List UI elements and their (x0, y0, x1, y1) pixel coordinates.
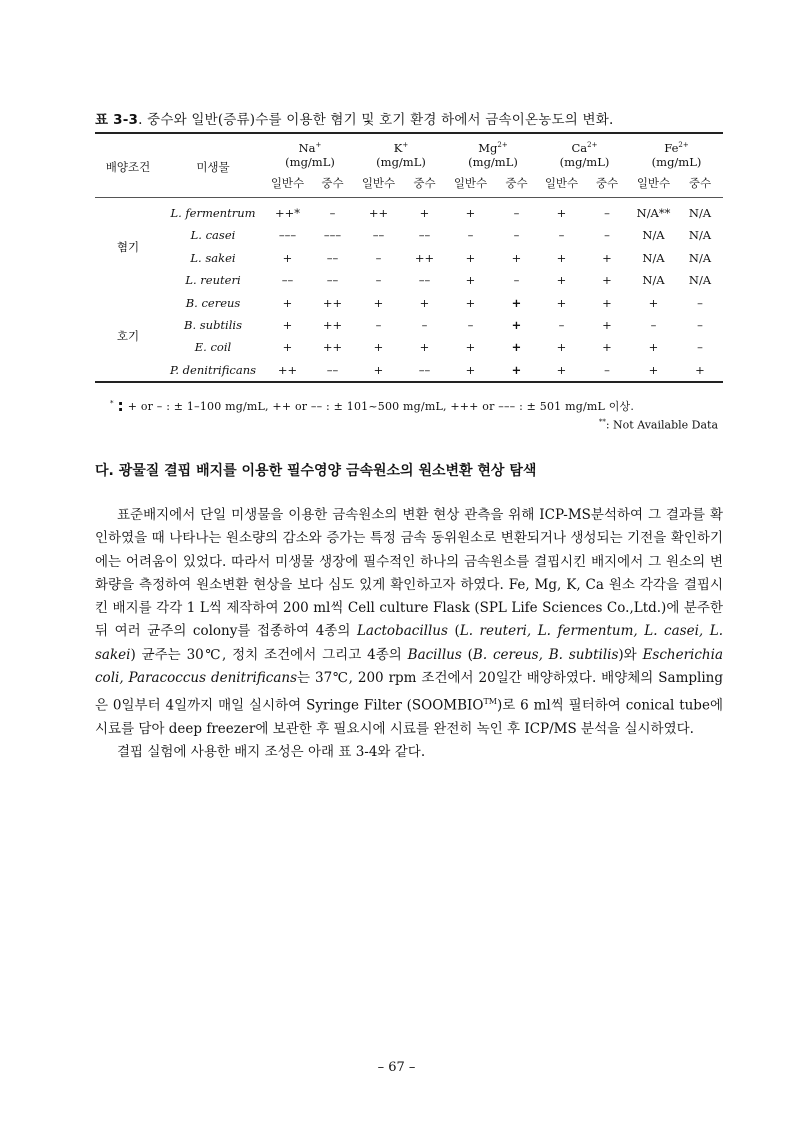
value-cell: + (511, 250, 522, 265)
value-cell: ++ (322, 340, 343, 355)
value-cell: + (602, 250, 612, 265)
value-cell: – (513, 228, 520, 243)
header-metal: Na+ (mg/mL) (285, 140, 335, 169)
subheader-normal-water: 일반수 (636, 175, 671, 190)
value-cell: + (602, 340, 612, 355)
table-row (95, 336, 723, 358)
value-cell: –– (326, 362, 339, 377)
value-cell: + (419, 340, 430, 355)
header-metal: $Mg^{2+}$ (mg/mL) (468, 140, 518, 169)
value-cell: + (465, 273, 476, 288)
value-cell: N/A (642, 228, 665, 243)
subheader-heavy-water: 중수 (321, 175, 344, 190)
value-cell: ++ (322, 295, 343, 310)
value-cell: N/A (642, 250, 665, 265)
value-cell: + (556, 295, 567, 310)
organism-cell: B. cereus (185, 295, 241, 310)
table-label: 표 3-3 (95, 112, 139, 128)
value-cell: – (375, 317, 382, 332)
value-cell: – (467, 317, 474, 332)
table-row (95, 359, 723, 382)
culture-condition-cell: 혐기 (116, 239, 140, 254)
table-caption (95, 108, 613, 128)
header-metal: $Fe^{2+}$ (mg/mL) (651, 140, 702, 169)
value-cell: + (419, 295, 430, 310)
subheader-normal-water: 일반수 (361, 175, 396, 190)
value-cell: – (421, 317, 428, 332)
value-cell: – (513, 273, 520, 288)
value-cell: + (373, 340, 384, 355)
subheader-normal-water: 일반수 (270, 175, 305, 190)
value-cell: + (602, 295, 612, 310)
value-cell: – (650, 317, 657, 332)
section-heading: 다. 광물질 결핍 배지를 이용한 필수영양 금속원소의 원소변환 현상 탐색 (95, 463, 537, 479)
value-cell: N/A (688, 273, 712, 288)
value-cell: + (465, 250, 476, 265)
value-cell: + (695, 362, 705, 377)
organism-cell: L. casei (190, 228, 236, 243)
value-cell: – (375, 273, 382, 288)
value-cell: + (511, 340, 522, 355)
subheader-heavy-water: 중수 (505, 175, 528, 190)
table-row (95, 291, 723, 313)
value-cell: + (282, 295, 293, 310)
value-cell: –– (418, 362, 431, 377)
subheader-heavy-water: 중수 (595, 175, 619, 190)
value-cell: – (558, 228, 565, 243)
subheader-normal-water: 일반수 (453, 175, 488, 190)
footnote-not-available: **: Not Available Data (598, 418, 718, 432)
header-metal: K+ (mg/mL) (376, 140, 426, 169)
value-cell: –– (418, 273, 431, 288)
value-cell: ––– (278, 228, 297, 243)
value-cell: – (697, 340, 703, 355)
value-cell: ++ (322, 317, 343, 332)
value-cell: + (511, 362, 522, 377)
organism-cell: B. subtilis (184, 317, 242, 332)
value-cell: + (556, 340, 567, 355)
value-cell: + (465, 340, 476, 355)
table-row (95, 247, 723, 269)
value-cell: + (511, 295, 522, 310)
value-cell: + (282, 317, 293, 332)
subheader-heavy-water: 중수 (413, 175, 436, 190)
value-cell: – (604, 362, 610, 377)
value-cell: + (282, 250, 293, 265)
value-cell: + (648, 362, 659, 377)
header-metal: $Ca^{2+}$ (mg/mL) (559, 140, 610, 169)
header-culture-condition: 배양조건 (105, 160, 151, 175)
value-cell: – (513, 206, 520, 221)
value-cell: – (604, 206, 610, 221)
value-cell: – (329, 206, 336, 221)
organism-cell: L. fermentrum (170, 206, 256, 221)
table-row (95, 224, 723, 246)
value-cell: N/A (688, 206, 712, 221)
value-cell: + (373, 362, 384, 377)
value-cell: –– (372, 228, 385, 243)
metal-ion-table (95, 132, 723, 383)
subheader-normal-water: 일반수 (544, 175, 579, 190)
header-organism: 미생물 (196, 160, 230, 175)
value-cell: + (373, 295, 384, 310)
value-cell: –– (281, 273, 294, 288)
value-cell: –– (326, 250, 339, 265)
value-cell: N/A (688, 250, 712, 265)
value-cell: ++ (414, 250, 435, 265)
value-cell: –– (326, 273, 339, 288)
paragraph: 표준배지에서 단일 미생물을 이용한 금속원소의 변환 현상 관측을 위해 ICP-MS분석하여 그 결과를 확인하였을 때 나타나는 원소량의 감소와 증가는 특정 금속 동위원소로 변환되거나 생성되는 기전을 확인하기에는 어려움이 있었다. 따라서 미생물 생장에 필수적인 하나의 금속원소를 결핍시킨 배지에서 그 원소의 변화량을 측정하여 원소변환 현상을 보다 심도 있게 확인하고자 하였다. Fe, Mg, K, Ca 원소 각각을 결핍시킨 배지를 각각 1 L씩 제작하여 200 ml씩 Cell culture Flask (SPL Life Sciences Co.,Ltd.)에 분주한 뒤 여러 균주의 colony를 접종하여 4종의 Lactobacillus (L. reuteri, L. fermentum, L. casei, L. sakei) 균주는 30℃, 정치 조건에서 그리고 4종의 Bacillus (B. cereus, B. subtilis)와 Escherichia coli, Paracoccus denitrificans는 37℃, 200 rpm 조건에서 20일간 배양하였다. 배양체의 Sampling은 0일부터 4일까지 매일 실시하여 Syringe Filter (SOOMBIO™)로 6 ml씩 필터하여 conical tube에 시료를 담아 deep freezer에 보관한 후 필요시에 시료를 완전히 녹인 후 ICP/MS 분석을 실시하였다. (95, 507, 723, 738)
value-cell: ––– (323, 228, 342, 243)
table-row (95, 314, 723, 336)
page-number: – 67 – (377, 1060, 416, 1075)
value-cell: ++* (274, 206, 301, 221)
value-cell: + (465, 206, 476, 221)
value-cell: ++ (368, 206, 389, 221)
organism-cell: E. coil (194, 340, 232, 355)
footnote-legend: * : + or – : ± 1–100 mg/mL, ++ or –– : ± 101~500 mg/mL, +++ or ––– : ± 501 mg/mL 이상. (110, 396, 635, 415)
caption-text: . 중수와 일반(증류)수를 이용한 혐기 및 호기 환경 하에서 금속이온농도의 변화. (138, 112, 614, 128)
body-text (95, 504, 723, 765)
table-row (95, 269, 723, 291)
value-cell: + (511, 317, 522, 332)
value-cell: N/A** (636, 206, 671, 221)
value-cell: + (556, 273, 567, 288)
value-cell: + (648, 340, 659, 355)
value-cell: + (419, 206, 430, 221)
value-cell: + (648, 295, 659, 310)
value-cell: ++ (277, 362, 298, 377)
organism-cell: L. reuteri (185, 273, 241, 288)
value-cell: + (556, 362, 567, 377)
value-cell: + (602, 273, 612, 288)
culture-condition-cell: 호기 (116, 329, 140, 344)
value-cell: N/A (642, 273, 665, 288)
value-cell: – (467, 228, 474, 243)
organism-cell: L. sakei (190, 250, 236, 265)
value-cell: + (602, 317, 612, 332)
paragraph: 결핍 실험에 사용한 배지 조성은 아래 표 3-4와 같다. (117, 744, 426, 761)
value-cell: N/A (688, 228, 712, 243)
value-cell: + (556, 206, 567, 221)
organism-cell: P. denitrificans (169, 362, 257, 377)
value-cell: – (697, 295, 703, 310)
value-cell: + (465, 295, 476, 310)
value-cell: – (604, 228, 610, 243)
value-cell: –– (418, 228, 431, 243)
value-cell: – (697, 317, 703, 332)
value-cell: – (375, 250, 382, 265)
value-cell: + (282, 340, 293, 355)
value-cell: + (556, 250, 567, 265)
table-row (95, 197, 723, 224)
subheader-heavy-water: 중수 (688, 175, 712, 190)
value-cell: + (465, 362, 476, 377)
value-cell: – (558, 317, 565, 332)
